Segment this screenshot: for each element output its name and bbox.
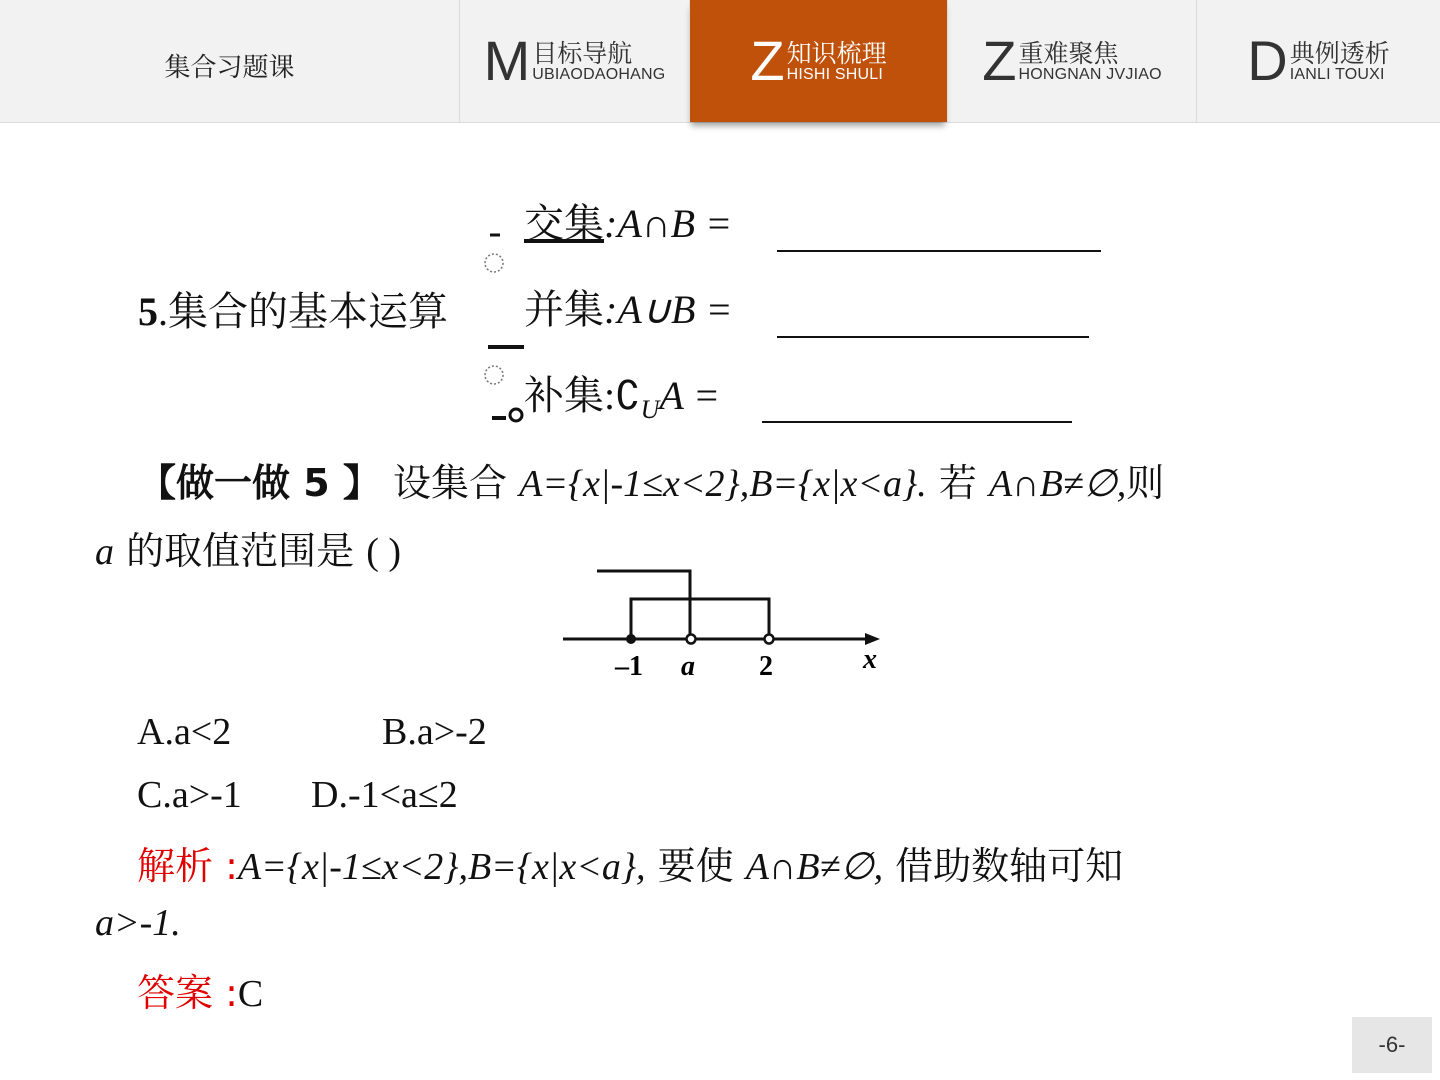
tab-pinyin: IANLI TOUXI (1289, 65, 1385, 83)
analysis-text-1: 要使 (657, 844, 734, 888)
tab-label: 知识梳理 (786, 38, 887, 68)
page-number: -6- (1352, 1017, 1432, 1073)
tab-label: 重难聚焦 (1018, 38, 1119, 68)
tab-mubiao-daohang[interactable] (459, 0, 689, 122)
analysis-text-2: 借助数轴可知 (895, 844, 1124, 888)
tab-zhishi-shuli[interactable] (689, 0, 947, 122)
brace-icon (478, 225, 528, 425)
exercise-paren: ( ) (366, 531, 402, 573)
section5-number: 5 (138, 289, 158, 334)
section5-heading (138, 280, 448, 337)
union-blank (777, 336, 1089, 338)
answer-value: C (237, 973, 264, 1015)
analysis-line-1 (137, 835, 1123, 890)
exercise-line-2 (95, 520, 401, 575)
union-name: 并集 (524, 287, 604, 332)
exercise-text-4: 的取值范围是 (126, 529, 355, 573)
analysis-conclusion: a>-1. (95, 902, 181, 944)
tab-label: 目标导航 (532, 38, 633, 68)
intersection-expr: :A∩B = (604, 201, 733, 246)
tab-letter: Z (982, 29, 1017, 92)
open-point-icon (687, 635, 696, 644)
section5-title: .集合的基本运算 (158, 289, 448, 334)
tick-label-a: a (681, 651, 695, 682)
lesson-title: 集合习题课 (164, 52, 295, 83)
analysis-line-2 (95, 900, 181, 945)
top-nav-bar (0, 0, 1440, 123)
tab-label: 典例透析 (1289, 38, 1390, 68)
exercise-line-1 (138, 452, 1164, 507)
exercise-math-2: A∩B≠∅, (988, 463, 1127, 505)
exercise-text-2: 若 (938, 461, 977, 505)
complement-suffix: A = (659, 373, 721, 418)
complement-sub: U (640, 395, 660, 424)
union-expr: :A∪B = (604, 287, 733, 332)
tab-pinyin: HONGNAN JVJIAO (1018, 65, 1162, 83)
intersection-name: 交集 (524, 201, 604, 246)
complement-blank (762, 421, 1072, 423)
complement-line (524, 364, 720, 425)
tab-dianli-touxi[interactable] (1196, 0, 1440, 122)
axis-label-x: x (863, 644, 877, 675)
closed-point-icon (626, 634, 636, 644)
intersection-blank (777, 250, 1101, 252)
exercise-text-1: 设集合 (393, 461, 508, 505)
complement-name: 补集 (524, 373, 604, 418)
exercise-var-a: a (95, 531, 114, 573)
answer-label: 答案 : (137, 971, 238, 1015)
tab-letter: D (1247, 29, 1288, 92)
tab-letter: Z (750, 29, 785, 92)
tick-label-neg1: –1 (615, 651, 643, 682)
tab-letter: M (483, 29, 531, 92)
option-d[interactable]: D.-1<a≤2 (311, 774, 458, 816)
tab-zhongnan-jujiao[interactable] (947, 0, 1196, 122)
analysis-math-2: A∩B≠∅, (745, 846, 884, 888)
exercise-label: 【做一做 5 】 (138, 461, 381, 505)
exercise-math-1: A={x|-1≤x<2},B={x|x<a}. (519, 463, 927, 505)
option-b[interactable]: B.a>-2 (382, 711, 487, 753)
union-line (524, 278, 732, 335)
complement-prefix: :∁ (604, 373, 641, 418)
analysis-label: 解析 : (137, 844, 238, 888)
analysis-math-1: A={x|-1≤x<2},B={x|x<a}, (237, 846, 646, 888)
intersection-line (524, 192, 732, 249)
answer-line (137, 962, 263, 1017)
tab-pinyin: HISHI SHULI (786, 65, 884, 83)
option-c[interactable]: C.a>-1 (137, 774, 242, 816)
option-a[interactable]: A.a<2 (137, 711, 232, 753)
exercise-text-3: 则 (1126, 461, 1165, 505)
number-line-figure (555, 565, 895, 685)
open-point-icon (765, 635, 774, 644)
tick-label-2: 2 (759, 651, 773, 682)
tab-pinyin: UBIAODAOHANG (532, 65, 666, 83)
